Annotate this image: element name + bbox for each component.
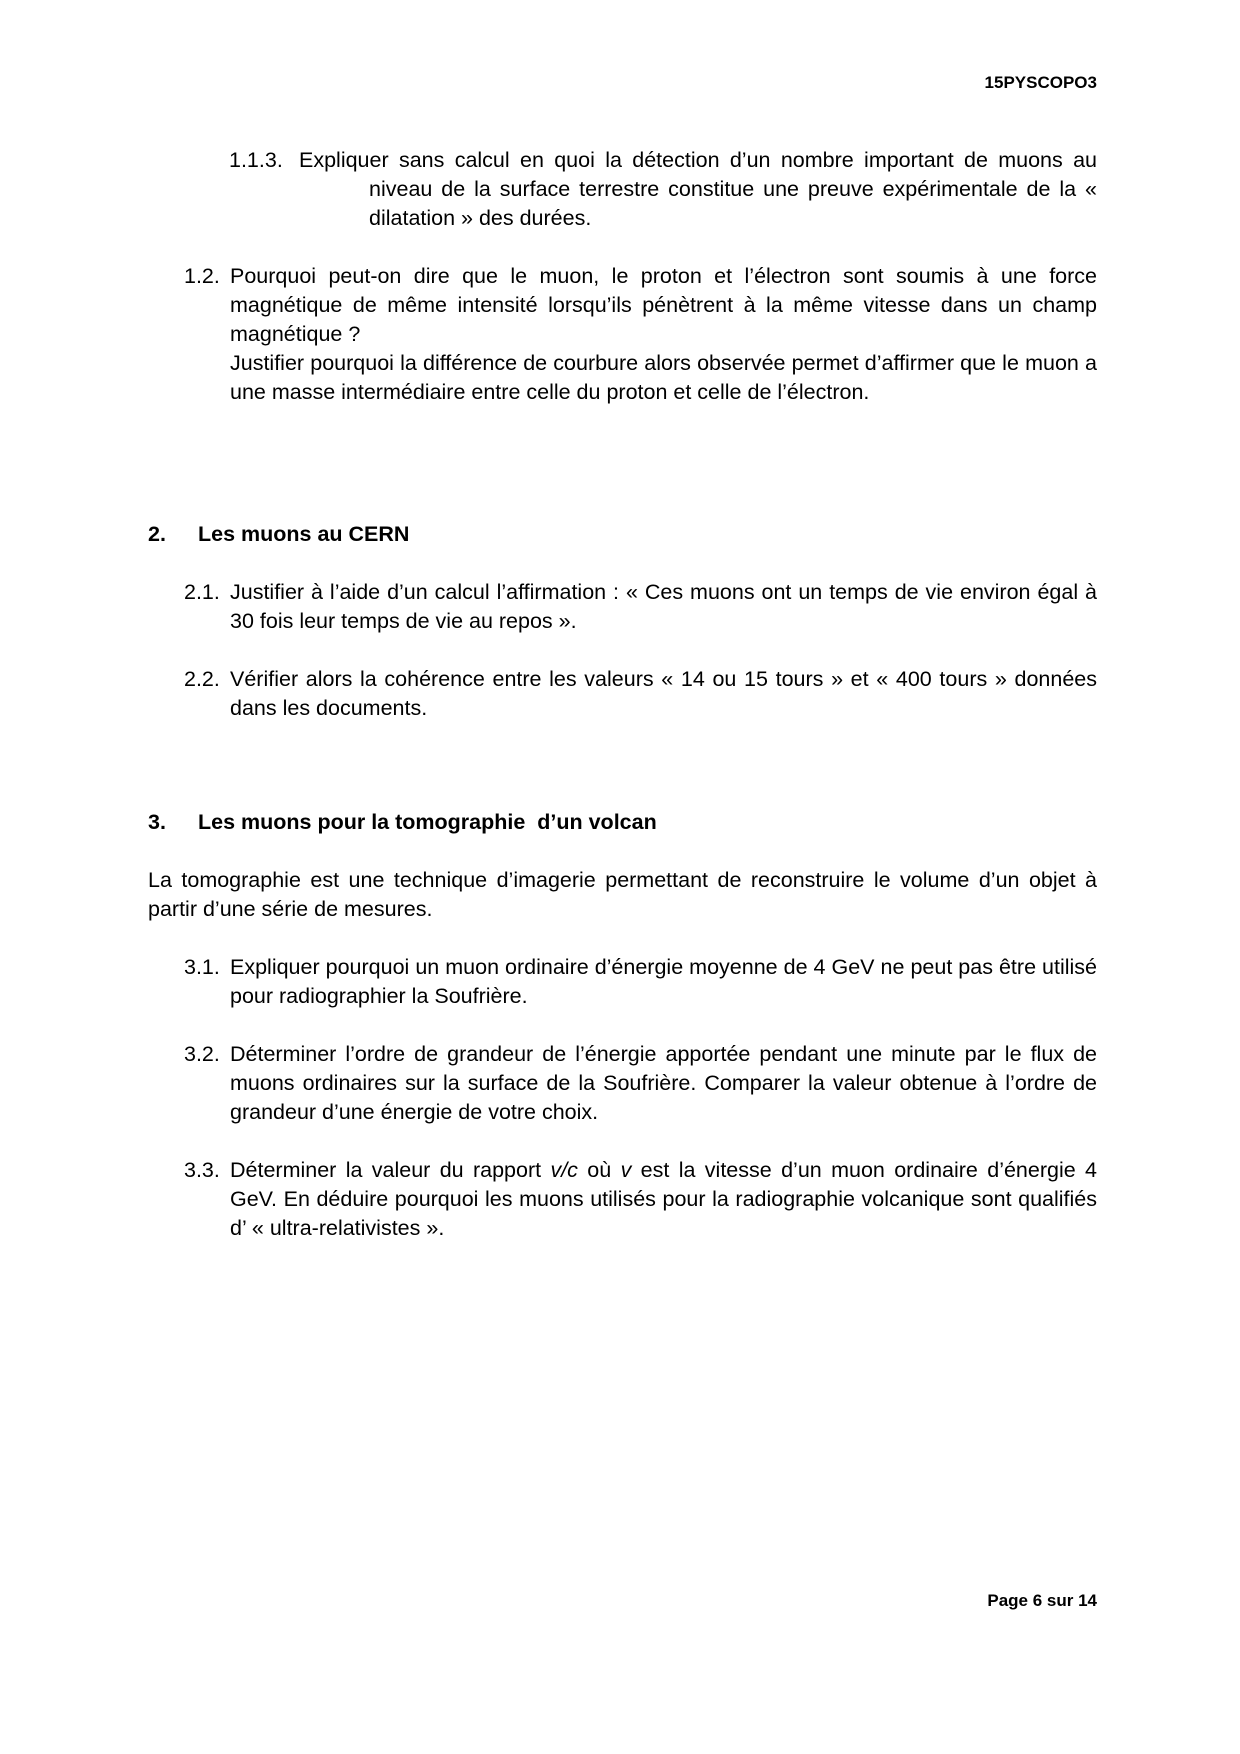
- question-text: Expliquer sans calcul en quoi la détection d’un nombre important de muons au niveau de la surface terrestre constitue une preuve expérimentale de la « dilatation » des durées.: [299, 148, 1097, 230]
- question-number: 2.1.: [184, 580, 220, 604]
- question-text: Pourquoi peut-on dire que le muon, le proton et l’électron sont soumis à une force magnétique de même intensité lorsqu’ils pénètrent à la même vitesse dans un champ magnétique ? Justifier pourquoi la différence de courbure alors observée permet d’affirmer que le muon a une masse intermédiaire entre celle du proton et celle de l’électron.: [230, 264, 1097, 404]
- question-number: 3.3.: [184, 1158, 220, 1182]
- section-number: 3.: [148, 810, 166, 834]
- question-text: Déterminer l’ordre de grandeur de l’énergie apportée pendant une minute par le flux de muons ordinaires sur la surface de la Soufrière. Comparer la valeur obtenue à l’ordre de grandeur d’une énergie de votre choix.: [230, 1042, 1097, 1124]
- section-title: Les muons pour la tomographie d’un volcan: [198, 810, 657, 834]
- question-1-1-3: [229, 146, 1097, 233]
- question-text: Déterminer la valeur du rapport v/c où v est la vitesse d’un muon ordinaire d’énergie 4 GeV. En déduire pourquoi les muons utilisés pour la radiographie volcanique sont qualifiés d’ « ultra-relativistes ».: [230, 1158, 1098, 1240]
- question-number: 1.1.3.: [229, 148, 283, 172]
- section-number: 2.: [148, 522, 166, 546]
- question-text: Vérifier alors la cohérence entre les valeurs « 14 ou 15 tours » et « 400 tours » données dans les documents.: [230, 667, 1097, 720]
- question-3-1: [184, 953, 1097, 1011]
- question-text: Justifier à l’aide d’un calcul l’affirmation : « Ces muons ont un temps de vie environ égal à 30 fois leur temps de vie au repos ».: [230, 580, 1097, 633]
- section-title: Les muons au CERN: [198, 522, 410, 546]
- question-text: Expliquer pourquoi un muon ordinaire d’énergie moyenne de 4 GeV ne peut pas être utilisé pour radiographier la Soufrière.: [230, 955, 1097, 1008]
- question-number: 3.1.: [184, 955, 220, 979]
- question-number: 2.2.: [184, 667, 220, 691]
- question-3-3: [184, 1156, 1097, 1243]
- document-code: 15PYSCOPO3: [984, 73, 1097, 92]
- question-2-2: [184, 665, 1097, 723]
- page-number: Page 6 sur 14: [987, 1591, 1097, 1610]
- variable-ratio: v/c: [550, 1158, 578, 1182]
- question-1-2: [184, 262, 1097, 407]
- question-2-1: [184, 578, 1097, 636]
- question-3-2: [184, 1040, 1097, 1127]
- question-number: 1.2.: [184, 264, 220, 288]
- variable-v: v: [620, 1158, 632, 1182]
- question-number: 3.2.: [184, 1042, 220, 1066]
- section-3-intro: La tomographie est une technique d’imagerie permettant de reconstruire le volume d’un objet à partir d’une série de mesures.: [148, 868, 1097, 921]
